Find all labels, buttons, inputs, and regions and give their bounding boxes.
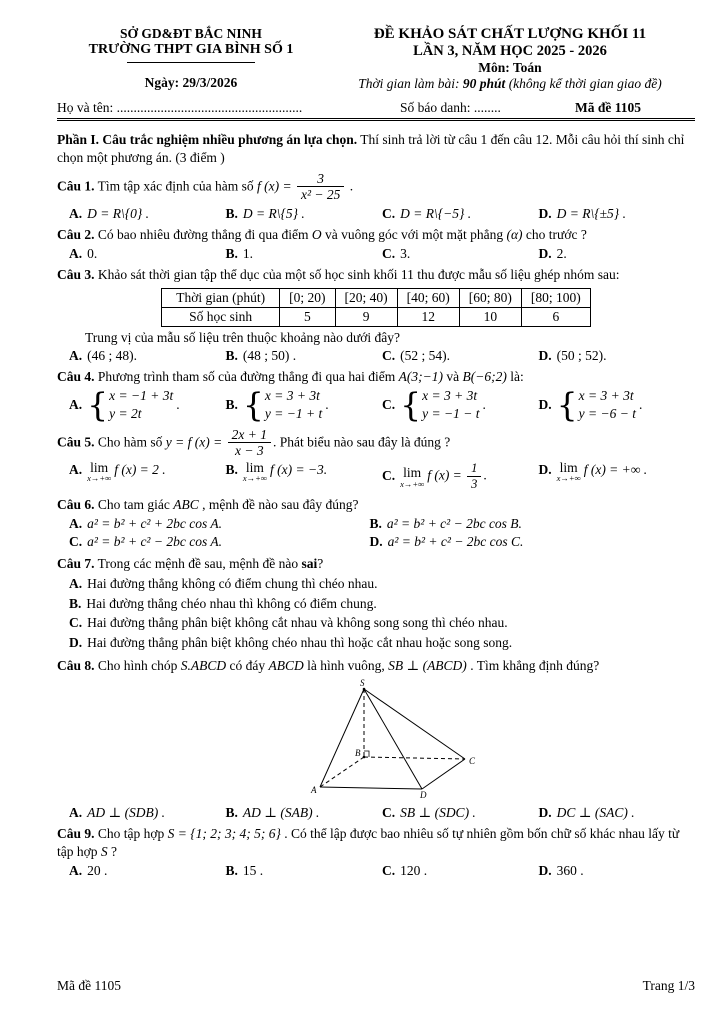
lim-subscript: x→+∞: [400, 478, 425, 489]
question-7-text: Trong các mệnh đề sau, mệnh đề nào: [94, 555, 302, 571]
option-letter: C.: [382, 863, 396, 879]
table-header-cell: [0; 20): [280, 288, 335, 307]
question-2-text: Có bao nhiêu đường thẳng đi qua điểm: [94, 226, 312, 242]
equation-line: y = −6 − t: [578, 406, 636, 422]
option-letter: A.: [69, 205, 83, 221]
student-id-line: Số báo danh: ........: [400, 100, 501, 115]
table-cell: 5: [280, 307, 335, 326]
fraction-denominator: 3: [471, 476, 478, 491]
q5c-fraction: [465, 461, 483, 491]
question-6-text: Cho tam giác: [94, 496, 174, 512]
part1-instructions: Thí sinh trả lời từ câu 1 đến câu 12. Mỗi câu hỏi thí sinh chỉ chọn một phương án. (3 điểm ): [57, 132, 685, 165]
question-7-label: Câu 7.: [57, 555, 95, 571]
vertex-label-d: D: [420, 790, 427, 800]
question-5-text2: . Phát biểu nào sau đây là đúng ?: [272, 434, 451, 450]
option-a: [69, 515, 369, 533]
q9-set: S = {1; 2; 3; 4; 5; 6}: [167, 826, 281, 842]
header-left-block: [57, 26, 325, 92]
question-8: [57, 657, 695, 821]
option-text: 15 .: [242, 863, 264, 879]
lim-word: lim: [559, 460, 578, 476]
option-letter: D.: [369, 533, 383, 549]
question-5-stem: [57, 427, 695, 460]
q8-pyramid-name: S.ABCD: [180, 658, 227, 674]
question-6: [57, 496, 695, 551]
option-a: [69, 348, 226, 364]
footer-exam-code: Mã đề 1105: [57, 978, 121, 993]
question-4-stem: [57, 368, 695, 386]
option-letter: B.: [225, 863, 238, 879]
option-text: a² = b² + c² + 2bc cos A.: [87, 515, 222, 531]
option-letter: D.: [69, 635, 83, 651]
option-d: [539, 863, 696, 879]
option-letter: A.: [69, 863, 83, 879]
equation-line: y = 2t: [109, 406, 142, 422]
q5-fraction: [226, 427, 273, 460]
lim-word: lim: [90, 460, 109, 476]
option-letter: A.: [69, 397, 83, 413]
question-3-options: [57, 348, 695, 364]
q4-system-a: [87, 385, 174, 425]
question-6-stem: [57, 496, 695, 514]
question-7: [57, 555, 695, 654]
option-c: [382, 805, 539, 821]
option-b: [225, 385, 383, 425]
brace-glyph: {: [87, 385, 109, 425]
period: .: [176, 397, 180, 413]
option-a: [69, 385, 226, 425]
option-text: D = R\{5} .: [242, 205, 305, 221]
option-letter: C.: [69, 533, 83, 549]
option-text: 1.: [242, 245, 254, 261]
option-text: (50 ; 52).: [556, 347, 607, 363]
option-letter: A.: [69, 515, 83, 531]
q7-emphasis: sai: [301, 555, 318, 571]
question-1-text: Tìm tập xác định của hàm số: [94, 178, 257, 194]
equation-line: x = −1 + 3t: [109, 388, 174, 404]
question-5: [57, 427, 695, 492]
period: .: [482, 397, 486, 413]
question-7-text2: ?: [317, 555, 324, 571]
part1-title: Phần I. Câu trắc nghiệm nhiều phương án lựa chọn.: [57, 132, 358, 147]
option-text: AD ⊥ (SAB) .: [242, 805, 320, 821]
school-name: TRƯỜNG THPT GIA BÌNH SỐ 1: [88, 42, 294, 57]
period: .: [325, 397, 329, 413]
table-cell: Số học sinh: [162, 307, 280, 326]
q3-data-table: [161, 288, 591, 327]
question-2-label: Câu 2.: [57, 226, 95, 242]
lim-subscript: x→+∞: [87, 473, 112, 484]
q2-point: O: [311, 226, 322, 242]
option-letter: D.: [538, 397, 552, 413]
option-text: 360 .: [556, 863, 584, 879]
option-text: a² = b² + c² − 2bc cos A.: [87, 533, 222, 549]
exam-date: Ngày: 29/3/2026: [144, 75, 238, 90]
question-8-label: Câu 8.: [57, 658, 95, 674]
table-row: [162, 288, 591, 307]
q9-set-name: S: [100, 844, 108, 860]
question-3-label: Câu 3.: [57, 266, 95, 282]
option-d: [539, 348, 696, 364]
question-5-label: Câu 5.: [57, 434, 95, 450]
option-text: Hai đường thẳng phân biệt không cắt nhau và không song song thì chéo nhau.: [87, 615, 508, 631]
brace-glyph: {: [400, 385, 422, 425]
limit-stack: [400, 466, 424, 488]
option-c: [382, 461, 539, 491]
option-letter: D.: [538, 805, 552, 821]
option-letter: A.: [69, 575, 83, 591]
option-letter: C.: [69, 615, 83, 631]
exam-duration: [325, 76, 695, 92]
q1-fraction-denominator: x² − 25: [300, 187, 341, 203]
table-cell: 9: [335, 307, 397, 326]
option-text: Hai đường thẳng chéo nhau thì không có điểm chung.: [86, 595, 377, 611]
vertex-label-b: B: [355, 748, 361, 759]
equation-line: y = −1 − t: [422, 406, 480, 422]
question-2: [57, 226, 695, 262]
option-c: [382, 348, 539, 364]
option-text: (48 ; 50) .: [242, 347, 297, 363]
question-4-label: Câu 4.: [57, 368, 95, 384]
q1-fraction: [295, 171, 346, 204]
q2-plane: (α): [506, 226, 523, 242]
option-text: DC ⊥ (SAC) .: [556, 805, 635, 821]
option-text: AD ⊥ (SDB) .: [87, 805, 166, 821]
question-7-options: [57, 574, 695, 654]
option-text: f (x) =: [427, 467, 462, 483]
table-header-cell: [20; 40): [335, 288, 397, 307]
question-8-text: Cho hình chóp: [94, 658, 181, 674]
question-9-text2: . Có thể lập được bao nhiêu số tự nhiên gồm bốn chữ số khác nhau lấy từ tập hợp: [57, 826, 680, 860]
limit-stack: [87, 461, 111, 483]
question-3-text: Khảo sát thời gian tập thể dục của một số học sinh khối 11 thu được mẫu số liệu ghép nhóm sau:: [94, 266, 620, 282]
q3-subquestion: Trung vị của mẫu số liệu trên thuộc khoảng nào dưới đây?: [85, 329, 401, 345]
option-c: [69, 533, 369, 551]
option-b: [369, 515, 695, 533]
equation-line: y = −1 + t: [264, 406, 323, 422]
question-8-options: [57, 805, 695, 821]
limit-stack: [243, 461, 267, 483]
question-4-text3: là:: [506, 368, 524, 384]
question-3: [57, 266, 695, 364]
pyramid-diagram: [293, 677, 483, 799]
option-d: [539, 461, 696, 491]
option-text: f (x) = +∞ .: [583, 462, 648, 478]
question-8-text3: là hình vuông,: [303, 658, 389, 674]
limit-stack: [557, 461, 581, 483]
header-right-block: [325, 26, 695, 92]
option-text: a² = b² + c² − 2bc cos B.: [386, 515, 522, 531]
question-8-text4: . Tìm khẳng định đúng?: [466, 658, 600, 674]
option-b: [69, 594, 695, 614]
table-header-cell: Thời gian (phút): [162, 288, 280, 307]
option-b: [226, 348, 383, 364]
vertex-label-a: A: [311, 785, 317, 796]
question-2-stem: [57, 226, 695, 244]
option-letter: C.: [382, 205, 396, 221]
option-letter: B.: [225, 205, 238, 221]
header-divider: [57, 118, 695, 121]
question-1-options: [57, 206, 695, 222]
question-7-stem: [57, 555, 695, 573]
option-letter: A.: [69, 347, 83, 363]
question-1-stem: [57, 171, 695, 204]
q1-tail: .: [346, 178, 354, 194]
option-letter: B.: [225, 347, 238, 363]
question-6-label: Câu 6.: [57, 496, 95, 512]
option-letter: D.: [538, 205, 552, 221]
option-a: [69, 246, 226, 262]
duration-suffix: (không kể thời gian giao đề): [505, 76, 662, 91]
fraction-numerator: 1: [467, 461, 481, 476]
option-letter: C.: [382, 397, 396, 413]
q5-fraction-denominator: x − 3: [234, 443, 264, 459]
option-text: 0.: [87, 245, 98, 261]
q4-point-a: A(3;−1): [398, 368, 443, 384]
option-letter: C.: [382, 805, 396, 821]
option-text: a² = b² + c² − 2bc cos C.: [387, 533, 524, 549]
brace-glyph: {: [242, 385, 264, 425]
vertex-label-s: S: [360, 678, 365, 689]
period: .: [638, 397, 643, 413]
question-9-text: Cho tập hợp: [94, 826, 168, 842]
question-9-stem: [57, 825, 695, 861]
period: .: [483, 467, 487, 483]
vertex-label-c: C: [469, 756, 476, 767]
option-b: [226, 246, 383, 262]
option-letter: A.: [69, 245, 83, 261]
department-name: SỞ GD&ĐT BẮC NINH: [120, 26, 262, 41]
option-letter: A.: [69, 805, 83, 821]
header-underline: [127, 62, 255, 63]
option-c: [69, 613, 695, 633]
equation-line: x = 3 + 3t: [422, 388, 478, 404]
option-b: [226, 206, 383, 222]
option-d: [369, 533, 695, 551]
question-1-label: Câu 1.: [57, 178, 95, 194]
question-4-text: Phương trình tham số của đường thẳng đi qua hai điểm: [94, 368, 399, 384]
option-letter: D.: [538, 462, 552, 478]
option-c: [382, 246, 539, 262]
question-2-options: [57, 246, 695, 262]
exam-title: ĐỀ KHẢO SÁT CHẤT LƯỢNG KHỐI 11: [373, 26, 647, 42]
option-d: [69, 633, 695, 653]
question-2-text2: và vuông góc với một mặt phẳng: [321, 226, 507, 242]
question-9-options: [57, 863, 695, 879]
option-text: D = R\{0} .: [87, 205, 150, 221]
option-letter: D.: [538, 863, 552, 879]
question-8-text2: có đáy: [226, 658, 269, 674]
option-d: [539, 805, 696, 821]
question-6-text2: , mệnh đề nào sau đây đúng?: [198, 496, 359, 512]
page-header: [57, 26, 695, 92]
q1-fraction-numerator: 3: [297, 171, 344, 188]
option-letter: A.: [69, 462, 83, 478]
option-text: (52 ; 54).: [400, 347, 450, 363]
option-text: (46 ; 48).: [87, 347, 137, 363]
question-6-options: [57, 515, 695, 551]
footer-page-number: Trang 1/3: [642, 978, 695, 993]
exam-round: LẦN 3, NĂM HỌC 2025 - 2026: [413, 43, 607, 59]
table-header-cell: [80; 100): [521, 288, 590, 307]
option-a: [69, 574, 695, 594]
q4-system-c: [400, 385, 480, 425]
lim-subscript: x→+∞: [242, 473, 267, 484]
q4-system-d: [556, 385, 636, 425]
table-row: [162, 307, 591, 326]
q5-function: y = f (x) =: [165, 434, 223, 450]
option-c: [382, 863, 539, 879]
student-name-line: Họ và tên: .......................................................: [57, 100, 303, 115]
option-letter: B.: [369, 515, 382, 531]
q4-point-b: B(−6;2): [462, 368, 507, 384]
question-4-options: [57, 385, 695, 425]
option-b: [226, 461, 383, 491]
option-a: [69, 863, 226, 879]
option-text: f (x) = −3.: [269, 462, 328, 478]
option-b: [226, 863, 383, 879]
lim-word: lim: [245, 460, 264, 476]
option-letter: C.: [382, 467, 396, 483]
option-letter: B.: [225, 245, 238, 261]
option-d: [538, 385, 696, 425]
option-text: Hai đường thẳng không có điểm chung thì chéo nhau.: [87, 575, 378, 591]
page-footer: [57, 978, 695, 994]
q4-system-b: [242, 385, 323, 425]
question-3-stem: [57, 266, 695, 284]
lim-word: lim: [403, 465, 422, 481]
option-a: [69, 805, 226, 821]
option-text: 2.: [556, 245, 567, 261]
option-text: 120 .: [400, 863, 428, 879]
question-1: [57, 171, 695, 222]
question-2-text3: cho trước ?: [522, 226, 587, 242]
question-5-options: [57, 461, 695, 491]
question-9: [57, 825, 695, 879]
question-4-text2: và: [442, 368, 463, 384]
option-c: [382, 206, 539, 222]
exam-subject: Môn: Toán: [478, 60, 542, 75]
option-letter: B.: [225, 462, 238, 478]
option-letter: B.: [225, 397, 238, 413]
option-b: [226, 805, 383, 821]
q8-base-name: ABCD: [268, 658, 304, 674]
option-letter: C.: [382, 347, 396, 363]
option-letter: D.: [538, 347, 552, 363]
option-text: Hai đường thẳng phân biệt không chéo nhau thì hoặc cắt nhau hoặc song song.: [87, 635, 513, 651]
q5-fraction-numerator: 2x + 1: [228, 427, 271, 444]
question-9-label: Câu 9.: [57, 826, 95, 842]
question-9-text3: ?: [107, 844, 118, 860]
table-cell: 6: [521, 307, 590, 326]
option-text: SB ⊥ (SDC) .: [400, 805, 476, 821]
option-letter: C.: [382, 245, 396, 261]
table-header-cell: [60; 80): [459, 288, 521, 307]
option-text: f (x) = 2 .: [114, 462, 166, 478]
option-text: 20 .: [87, 863, 108, 879]
question-5-text: Cho hàm số: [94, 434, 166, 450]
equation-line: x = 3 + 3t: [264, 388, 320, 404]
q8-figure: [293, 677, 695, 803]
option-c: [382, 385, 539, 425]
option-text: D = R\{±5} .: [556, 205, 626, 221]
option-text: 3.: [400, 245, 411, 261]
q1-function: f (x) =: [256, 178, 292, 194]
q8-perpendicular: SB ⊥ (ABCD): [388, 658, 467, 674]
option-text: D = R\{−5} .: [400, 205, 472, 221]
part1-intro: [57, 131, 695, 167]
duration-prefix: Thời gian làm bài:: [358, 76, 463, 91]
lim-subscript: x→+∞: [556, 473, 581, 484]
table-cell: 10: [459, 307, 521, 326]
exam-code: Mã đề 1105: [575, 100, 641, 115]
question-8-stem: [57, 657, 695, 675]
table-cell: 12: [397, 307, 459, 326]
option-letter: B.: [69, 595, 82, 611]
question-4: [57, 368, 695, 423]
option-d: [539, 246, 696, 262]
option-letter: B.: [225, 805, 238, 821]
option-d: [539, 206, 696, 222]
option-a: [69, 461, 226, 491]
student-info-row: [57, 100, 695, 116]
option-a: [69, 206, 226, 222]
duration-minutes: 90 phút: [462, 76, 506, 91]
table-header-cell: [40; 60): [397, 288, 459, 307]
brace-glyph: {: [556, 385, 578, 425]
q6-triangle: ABC: [173, 496, 199, 512]
option-letter: D.: [538, 245, 552, 261]
equation-line: x = 3 + 3t: [578, 388, 634, 404]
